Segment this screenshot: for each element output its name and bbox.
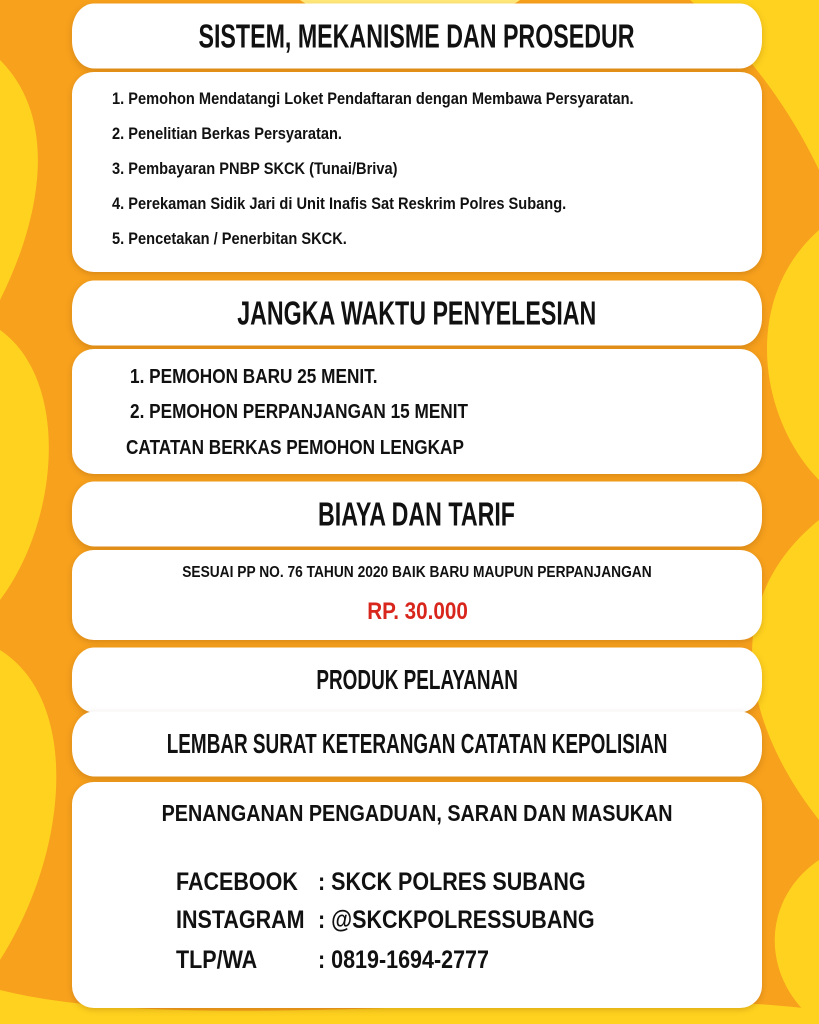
jangka-title-bar [72,281,762,346]
contact-label: FACEBOOK [176,868,298,896]
produk-value-bar [72,712,762,777]
sistem-list-panel [72,72,762,272]
contact-value: : @SKCKPOLRESSUBANG [318,906,595,934]
produk-title-bar [72,648,762,713]
pengaduan-panel [72,782,762,1008]
list-item: 1. Pemohon Mendatangi Loket Pendaftaran dengan Membawa Persyaratan. [112,89,634,108]
contact-label: INSTAGRAM [176,906,305,934]
biaya-title-bar [72,482,762,547]
jangka-title: JANGKA WAKTU PENYELESIAN [237,293,597,332]
list-item: 2. PEMOHON PERPANJANGAN 15 MENIT [130,401,469,423]
pengaduan-title: PENANGANAN PENGADUAN, SARAN DAN MASUKAN [161,800,673,826]
sistem-title: SISTEM, MEKANISME DAN PROSEDUR [198,16,636,55]
biaya-panel [72,550,762,640]
biaya-description: SESUAI PP NO. 76 TAHUN 2020 BAIK BARU MAUPUN PERPANJANGAN [182,564,652,581]
biaya-title: BIAYA DAN TARIF [318,494,516,533]
sistem-title-bar [72,4,762,69]
jangka-note: CATATAN BERKAS PEMOHON LENGKAP [126,437,464,459]
sistem-list [112,84,718,259]
produk-value: LEMBAR SURAT KETERANGAN CATATAN KEPOLISIAN [166,727,668,759]
produk-title: PRODUK PELAYANAN [316,663,518,695]
jangka-list-panel [72,349,762,474]
list-item: 2. Penelitian Berkas Persyaratan. [112,124,342,143]
list-item: 1. PEMOHON BARU 25 MENIT. [130,366,378,388]
list-item: 4. Perekaman Sidik Jari di Unit Inafis Sat Reskrim Polres Subang. [112,194,567,213]
list-item: 5. Pencetakan / Penerbitan SKCK. [112,229,347,248]
contact-label: TLP/WA [176,946,258,974]
biaya-price: RP. 30.000 [366,598,468,625]
list-item: 3. Pembayaran PNBP SKCK (Tunai/Briva) [112,159,398,178]
contact-value: : SKCK POLRES SUBANG [318,868,586,896]
jangka-list [130,361,523,431]
contact-value: : 0819-1694-2777 [318,946,489,974]
